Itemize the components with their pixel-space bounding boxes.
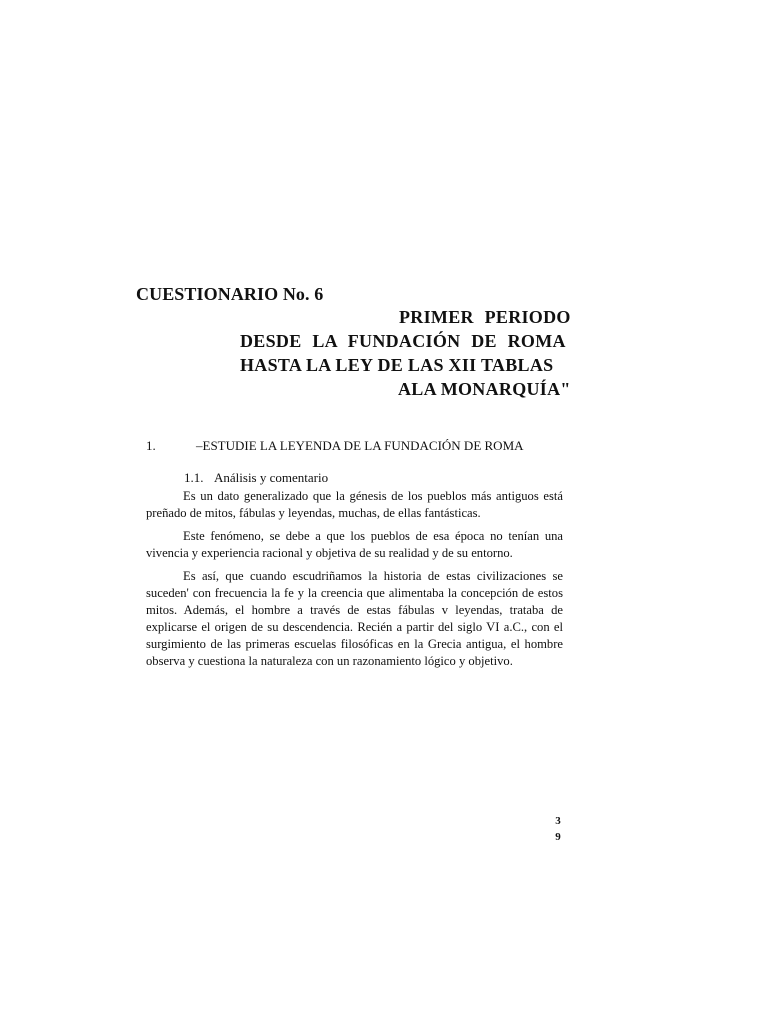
subsection-number: 1.1. bbox=[184, 470, 204, 485]
heading-line-2: DESDE LA FUNDACIÓN DE ROMA bbox=[240, 331, 566, 351]
section-number: 1. bbox=[146, 438, 156, 453]
heading-line-4: ALA MONARQUÍA" bbox=[398, 379, 571, 399]
paragraph-2: Este fenómeno, se debe a que los pueblos de esa época no tenían una vivencia y experiencia racional y objetiva de su realidad y de su entorno. bbox=[146, 529, 563, 560]
section-heading bbox=[146, 438, 524, 454]
body-text bbox=[146, 488, 563, 676]
paragraph-3: Es así, que cuando escudriñamos la historia de estas civilizaciones se suceden' con frecuencia la fe y la creencia que alimentaba la concepción de estos mitos. Además, el hombre a través de estas fábulas v leyendas, trataba de explicarse el origen de su descendencia. Recién a partir del siglo VI a.C., con el surgimiento de las primeras escuelas filosóficas en la Grecia antigua, el hombre observa y cuestiona la naturaleza con un razonamiento lógico y objetivo. bbox=[146, 569, 563, 668]
subsection-text: Análisis y comentario bbox=[214, 470, 329, 485]
heading-line-1: PRIMER PERIODO bbox=[399, 307, 571, 327]
paragraph-1: Es un dato generalizado que la génesis de los pueblos más antiguos está preñado de mitos, fábulas y leyendas, muchas, de ellas fantásticas. bbox=[146, 489, 563, 520]
section-text: –ESTUDIE LA LEYENDA DE LA FUNDACIÓN DE ROMA bbox=[196, 438, 524, 453]
page-number-digit-1: 3 bbox=[555, 815, 561, 827]
page-number bbox=[553, 813, 563, 845]
subsection-heading bbox=[184, 470, 328, 486]
questionnaire-title: CUESTIONARIO No. 6 bbox=[136, 284, 324, 304]
heading-line-3: HASTA LA LEY DE LAS XII TABLAS bbox=[240, 355, 554, 375]
page-number-digit-2: 9 bbox=[555, 831, 561, 843]
